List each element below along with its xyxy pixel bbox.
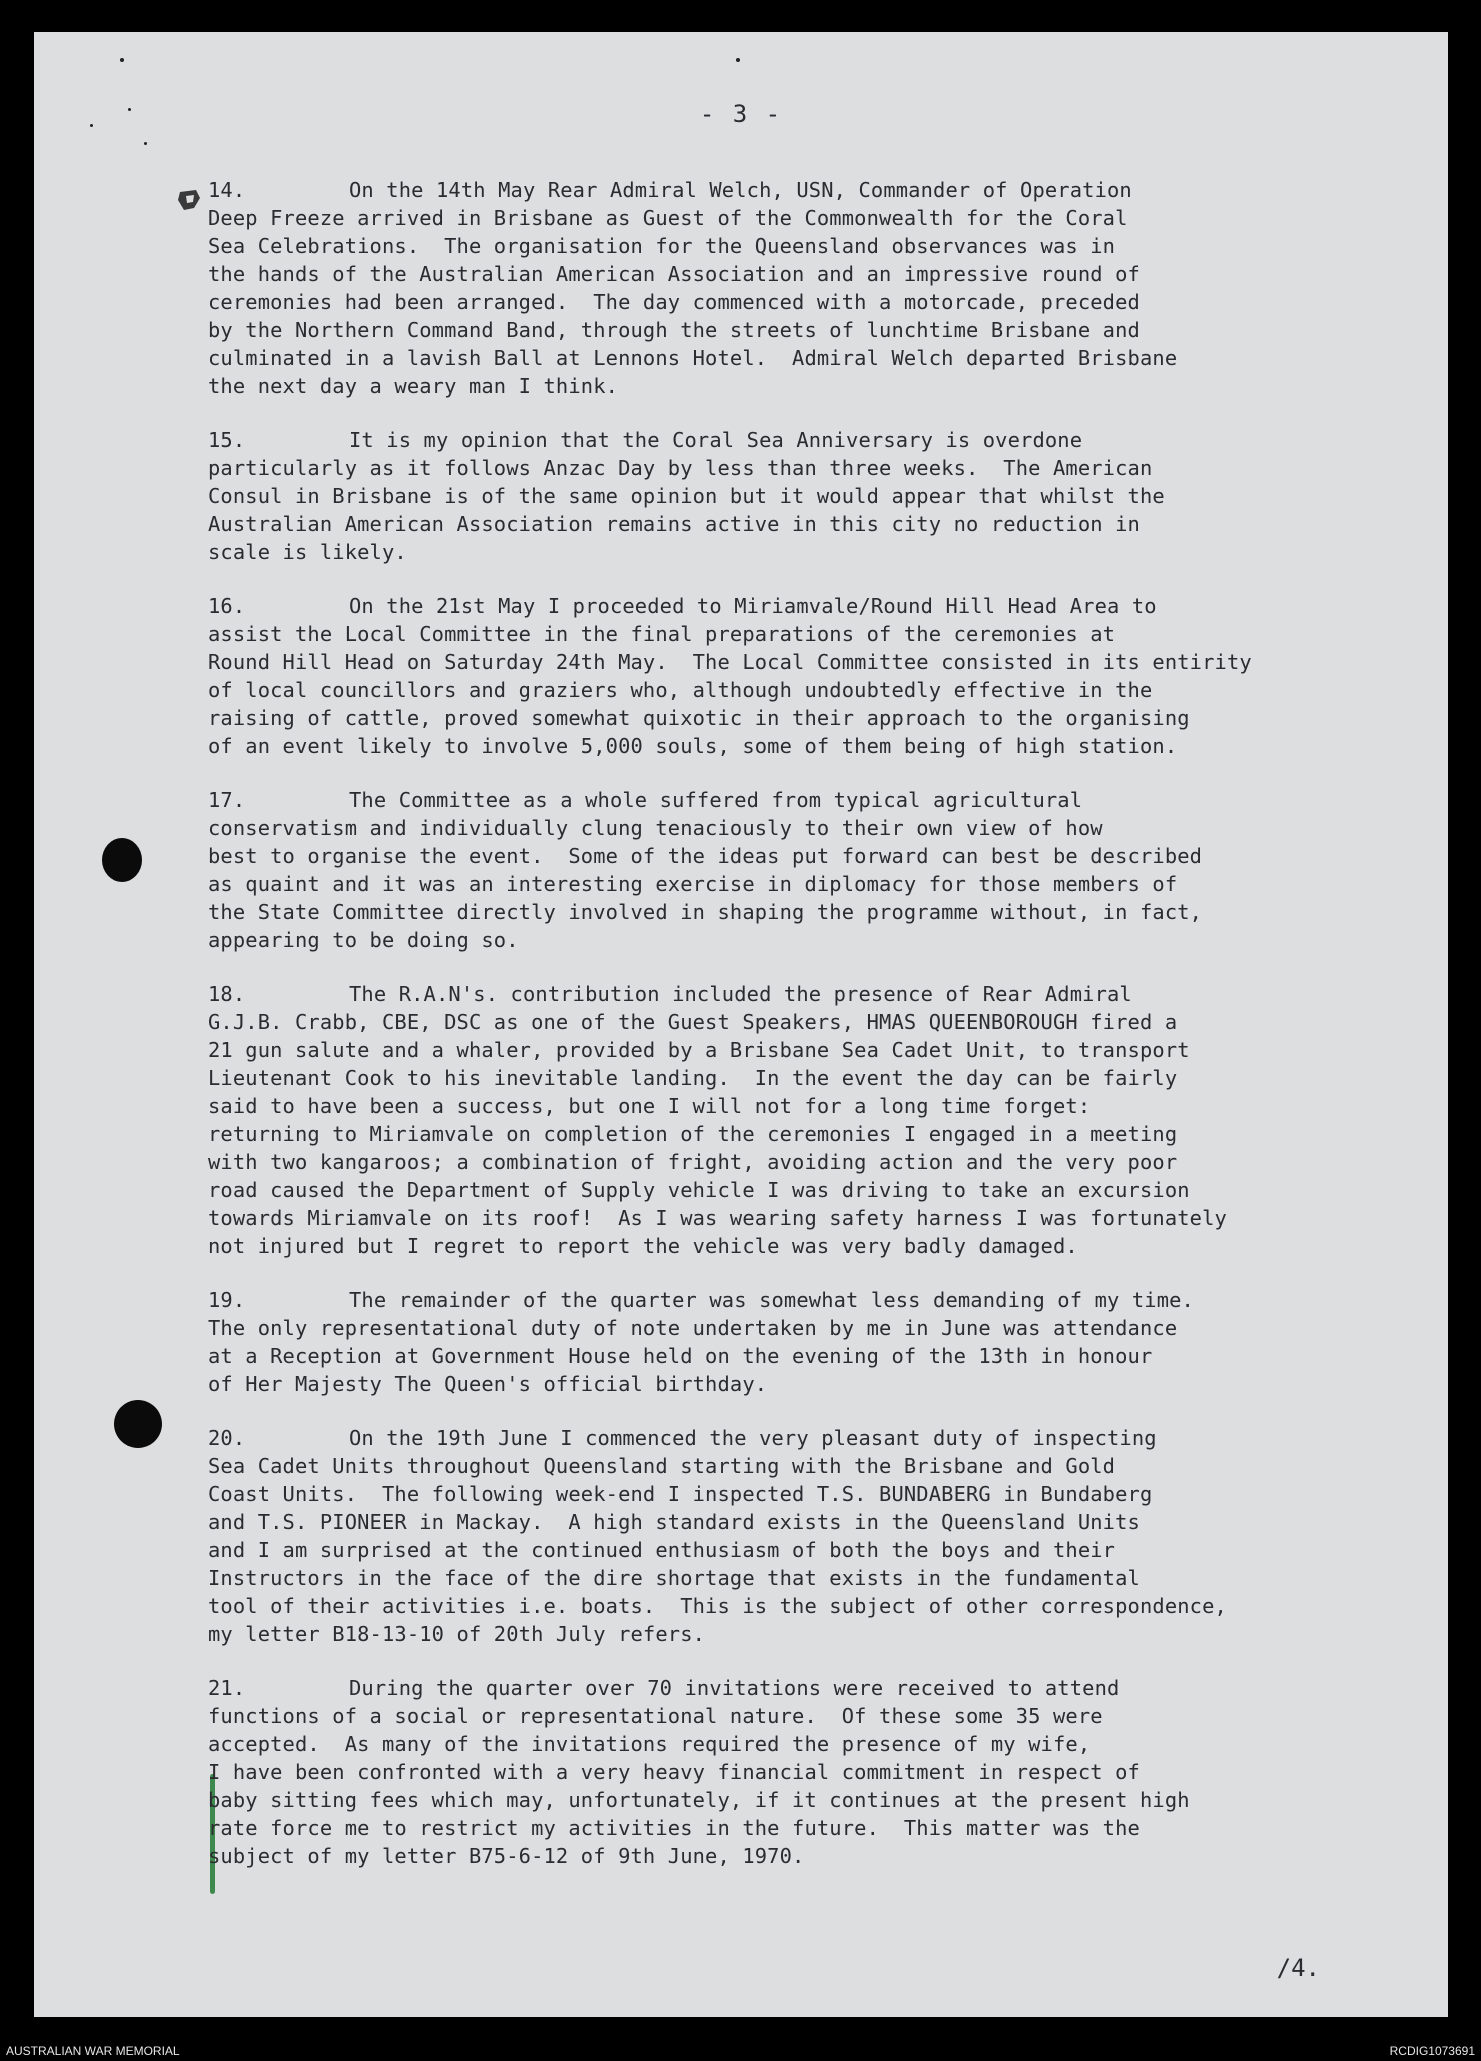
paragraph-number: 16. bbox=[208, 594, 246, 618]
text-line bbox=[208, 372, 1448, 400]
line-text: Lieutenant Cook to his inevitable landing. In the event the day can be fairly bbox=[208, 1066, 1178, 1090]
text-line bbox=[208, 732, 1448, 760]
line-text: of local councillors and graziers who, although undoubtedly effective in the bbox=[208, 678, 1153, 702]
line-text: the hands of the Australian American Association and an impressive round of bbox=[208, 262, 1140, 286]
text-line bbox=[208, 1702, 1448, 1730]
text-line bbox=[208, 592, 1448, 620]
line-text: appearing to be doing so. bbox=[208, 928, 519, 952]
line-text: On the 19th June I commenced the very pleasant duty of inspecting bbox=[349, 1426, 1157, 1450]
line-text: of Her Majesty The Queen's official birthday. bbox=[208, 1372, 768, 1396]
line-text: accepted. As many of the invitations required the presence of my wife, bbox=[208, 1732, 1091, 1756]
archive-name: AUSTRALIAN WAR MEMORIAL bbox=[6, 2044, 180, 2058]
speck bbox=[120, 58, 124, 62]
line-text: subject of my letter B75-6-12 of 9th June, 1970. bbox=[208, 1844, 805, 1868]
line-text: assist the Local Committee in the final preparations of the ceremonies at bbox=[208, 622, 1116, 646]
text-line bbox=[208, 538, 1448, 566]
line-text: culminated in a lavish Ball at Lennons Hotel. Admiral Welch departed Brisbane bbox=[208, 346, 1178, 370]
text-line bbox=[208, 926, 1448, 954]
text-line bbox=[208, 426, 1448, 454]
text-line bbox=[208, 454, 1448, 482]
line-text: On the 14th May Rear Admiral Welch, USN, Commander of Operation bbox=[349, 178, 1132, 202]
text-line bbox=[208, 814, 1448, 842]
line-text: baby sitting fees which may, unfortunately, if it continues at the present high bbox=[208, 1788, 1190, 1812]
line-text: the State Committee directly involved in shaping the programme without, in fact, bbox=[208, 900, 1203, 924]
line-text: Consul in Brisbane is of the same opinion but it would appear that whilst the bbox=[208, 484, 1165, 508]
text-line bbox=[208, 1786, 1448, 1814]
line-text: Deep Freeze arrived in Brisbane as Guest of the Commonwealth for the Coral bbox=[208, 206, 1128, 230]
paragraph bbox=[208, 176, 1448, 400]
paragraph-number: 20. bbox=[208, 1426, 246, 1450]
text-line bbox=[208, 1730, 1448, 1758]
line-text: I have been confronted with a very heavy financial commitment in respect of bbox=[208, 1760, 1140, 1784]
text-line bbox=[208, 842, 1448, 870]
archive-reference: RCDIG1073691 bbox=[1389, 2044, 1475, 2058]
line-text: The remainder of the quarter was somewhat less demanding of my time. bbox=[349, 1288, 1194, 1312]
line-text: rate force me to restrict my activities in the future. This matter was the bbox=[208, 1816, 1140, 1840]
text-line bbox=[208, 1342, 1448, 1370]
text-line bbox=[208, 1674, 1448, 1702]
text-line bbox=[208, 1508, 1448, 1536]
continuation-reference: /4. bbox=[1276, 1954, 1320, 1982]
text-line bbox=[208, 1148, 1448, 1176]
paragraph bbox=[208, 786, 1448, 954]
text-line bbox=[208, 676, 1448, 704]
line-text: G.J.B. Crabb, CBE, DSC as one of the Guest Speakers, HMAS QUEENBOROUGH fired a bbox=[208, 1010, 1178, 1034]
text-line bbox=[208, 1314, 1448, 1342]
line-text: tool of their activities i.e. boats. This is the subject of other correspondence, bbox=[208, 1594, 1227, 1618]
text-line bbox=[208, 1620, 1448, 1648]
text-line bbox=[208, 1452, 1448, 1480]
speck bbox=[144, 142, 147, 145]
line-text: 21 gun salute and a whaler, provided by a Brisbane Sea Cadet Unit, to transport bbox=[208, 1038, 1190, 1062]
line-text: my letter B18-13-10 of 20th July refers. bbox=[208, 1622, 706, 1646]
paragraph bbox=[208, 1674, 1448, 1870]
text-line bbox=[208, 288, 1448, 316]
paragraph-number: 19. bbox=[208, 1288, 246, 1312]
text-line bbox=[208, 1424, 1448, 1452]
text-line bbox=[208, 898, 1448, 926]
speck bbox=[128, 108, 131, 111]
text-line bbox=[208, 1176, 1448, 1204]
text-line bbox=[208, 1204, 1448, 1232]
punch-hole bbox=[102, 838, 142, 882]
line-text: Sea Cadet Units throughout Queensland starting with the Brisbane and Gold bbox=[208, 1454, 1116, 1478]
text-line bbox=[208, 648, 1448, 676]
line-text: The R.A.N's. contribution included the presence of Rear Admiral bbox=[349, 982, 1132, 1006]
line-text: Round Hill Head on Saturday 24th May. The Local Committee consisted in its entirity bbox=[208, 650, 1252, 674]
punch-hole bbox=[114, 1400, 162, 1448]
text-line bbox=[208, 316, 1448, 344]
line-text: and T.S. PIONEER in Mackay. A high standard exists in the Queensland Units bbox=[208, 1510, 1140, 1534]
line-text: road caused the Department of Supply vehicle I was driving to take an excursion bbox=[208, 1178, 1190, 1202]
line-text: with two kangaroos; a combination of fright, avoiding action and the very poor bbox=[208, 1150, 1178, 1174]
paragraph-number: 21. bbox=[208, 1676, 246, 1700]
line-text: of an event likely to involve 5,000 souls, some of them being of high station. bbox=[208, 734, 1178, 758]
text-line bbox=[208, 232, 1448, 260]
paragraph-number: 17. bbox=[208, 788, 246, 812]
line-text: the next day a weary man I think. bbox=[208, 374, 619, 398]
text-line bbox=[208, 510, 1448, 538]
text-line bbox=[208, 1592, 1448, 1620]
line-text: ceremonies had been arranged. The day commenced with a motorcade, preceded bbox=[208, 290, 1140, 314]
paragraph bbox=[208, 426, 1448, 566]
text-line bbox=[208, 980, 1448, 1008]
binder-clip-mark bbox=[176, 186, 204, 214]
text-line bbox=[208, 1842, 1448, 1870]
line-text: raising of cattle, proved somewhat quixotic in their approach to the organising bbox=[208, 706, 1190, 730]
text-line bbox=[208, 786, 1448, 814]
line-text: It is my opinion that the Coral Sea Anniversary is overdone bbox=[349, 428, 1083, 452]
text-line bbox=[208, 870, 1448, 898]
text-line bbox=[208, 1536, 1448, 1564]
paragraph bbox=[208, 592, 1448, 760]
line-text: towards Miriamvale on its roof! As I was wearing safety harness I was fortunately bbox=[208, 1206, 1227, 1230]
line-text: by the Northern Command Band, through the streets of lunchtime Brisbane and bbox=[208, 318, 1140, 342]
line-text: and I am surprised at the continued enthusiasm of both the boys and their bbox=[208, 1538, 1116, 1562]
line-text: The Committee as a whole suffered from typical agricultural bbox=[349, 788, 1083, 812]
text-line bbox=[208, 1232, 1448, 1260]
text-line bbox=[208, 1092, 1448, 1120]
line-text: at a Reception at Government House held on the evening of the 13th in honour bbox=[208, 1344, 1153, 1368]
line-text: best to organise the event. Some of the ideas put forward can best be described bbox=[208, 844, 1203, 868]
line-text: conservatism and individually clung tenaciously to their own view of how bbox=[208, 816, 1103, 840]
text-line bbox=[208, 1480, 1448, 1508]
text-line bbox=[208, 1814, 1448, 1842]
line-text: as quaint and it was an interesting exercise in diplomacy for those members of bbox=[208, 872, 1178, 896]
text-line bbox=[208, 1120, 1448, 1148]
paragraph-number: 18. bbox=[208, 982, 246, 1006]
paragraph-number: 15. bbox=[208, 428, 246, 452]
text-line bbox=[208, 1008, 1448, 1036]
text-line bbox=[208, 620, 1448, 648]
line-text: Coast Units. The following week-end I inspected T.S. BUNDABERG in Bundaberg bbox=[208, 1482, 1153, 1506]
text-line bbox=[208, 1036, 1448, 1064]
text-line bbox=[208, 1064, 1448, 1092]
speck bbox=[90, 124, 93, 127]
text-line bbox=[208, 344, 1448, 372]
text-line bbox=[208, 1564, 1448, 1592]
text-line bbox=[208, 482, 1448, 510]
line-text: During the quarter over 70 invitations were received to attend bbox=[349, 1676, 1120, 1700]
line-text: functions of a social or representational nature. Of these some 35 were bbox=[208, 1704, 1103, 1728]
text-line bbox=[208, 260, 1448, 288]
paragraph-number: 14. bbox=[208, 178, 246, 202]
line-text: Sea Celebrations. The organisation for the Queensland observances was in bbox=[208, 234, 1116, 258]
paragraph bbox=[208, 1424, 1448, 1648]
text-line bbox=[208, 1758, 1448, 1786]
line-text: Australian American Association remains active in this city no reduction in bbox=[208, 512, 1140, 536]
line-text: On the 21st May I proceeded to Miriamvale/Round Hill Head Area to bbox=[349, 594, 1157, 618]
text-line bbox=[208, 204, 1448, 232]
letter-body bbox=[208, 176, 1448, 1896]
speck bbox=[736, 58, 740, 62]
paragraph bbox=[208, 1286, 1448, 1398]
text-line bbox=[208, 1286, 1448, 1314]
text-line bbox=[208, 1370, 1448, 1398]
archive-footer bbox=[0, 2036, 1481, 2061]
line-text: scale is likely. bbox=[208, 540, 407, 564]
line-text: said to have been a success, but one I will not for a long time forget: bbox=[208, 1094, 1091, 1118]
document-page bbox=[34, 32, 1448, 2017]
line-text: particularly as it follows Anzac Day by less than three weeks. The American bbox=[208, 456, 1153, 480]
line-text: not injured but I regret to report the vehicle was very badly damaged. bbox=[208, 1234, 1078, 1258]
paragraph bbox=[208, 980, 1448, 1260]
text-line bbox=[208, 176, 1448, 204]
line-text: returning to Miriamvale on completion of the ceremonies I engaged in a meeting bbox=[208, 1122, 1178, 1146]
page-number: - 3 - bbox=[699, 100, 783, 128]
text-line bbox=[208, 704, 1448, 732]
line-text: The only representational duty of note undertaken by me in June was attendance bbox=[208, 1316, 1178, 1340]
line-text: Instructors in the face of the dire shortage that exists in the fundamental bbox=[208, 1566, 1140, 1590]
